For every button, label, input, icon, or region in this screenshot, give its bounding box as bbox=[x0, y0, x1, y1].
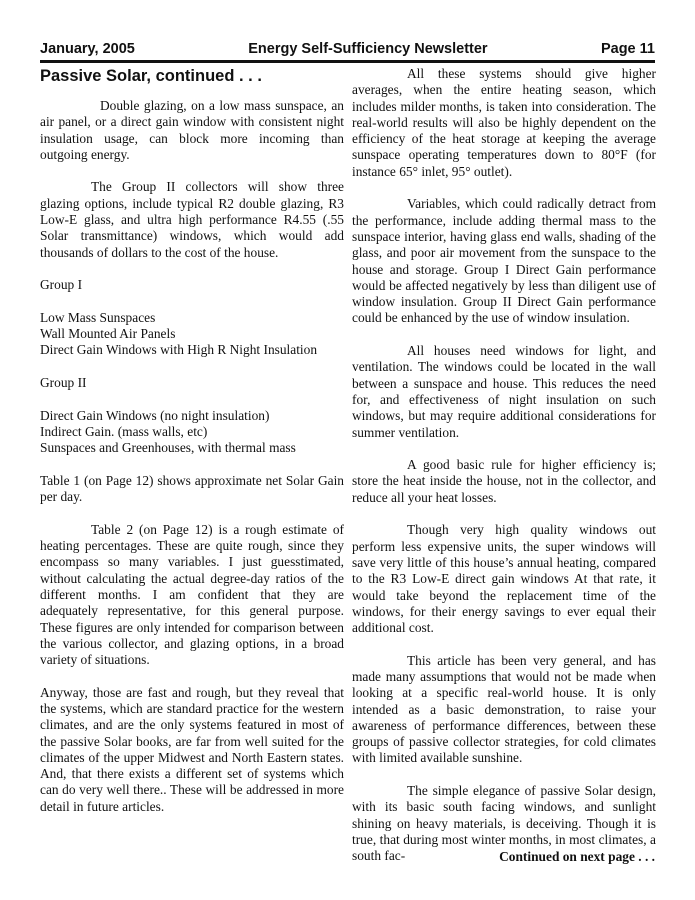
paragraph: All houses need windows for light, and ventilation. The windows could be located in the wall between a sunspace and house. This reduces the need for, and effectiveness of night insulation on such windows, but may require additional considerations for summer ventilation. bbox=[352, 343, 656, 440]
group2-list bbox=[40, 408, 344, 457]
paragraph: All these systems should give higher averages, when the entire heating season, which includes milder months, is taken into consideration. The real-world results will also be highly dependent on the efficiency of the heat storage at keeping the average sunspace operating temperatures down to 80°F (for instance 65° inlet, 95° outlet). bbox=[352, 66, 656, 179]
group1-list bbox=[40, 310, 344, 359]
list-item: Direct Gain Windows with High R Night Insulation bbox=[40, 342, 318, 358]
paragraph: A good basic rule for higher efficiency is; store the heat inside the house, not in the collector, and reduce all your heat losses. bbox=[352, 457, 656, 505]
group2-heading: Group II bbox=[40, 375, 87, 391]
right-column bbox=[352, 66, 656, 865]
paragraph: This article has been very general, and has made many assumptions that would not be made when looking at a specific real-world house. It is only intended as a basic demonstration, to raise your awareness of performance differences, between these groups of passive collector strategies, for cold climates with limited available sunshine. bbox=[352, 652, 656, 766]
paragraph: Anyway, those are fast and rough, but they reveal that the systems, which are standard practice for the western climates, and are the only systems featured in most of the passive Solar books, are far from well suited for the climates of the upper Midwest and North Eastern states. And, that there exists a different set of systems which can do very well there.. These will be addressed in more detail in future articles. bbox=[40, 684, 344, 814]
left-column bbox=[40, 66, 344, 831]
paragraph: Table 1 (on Page 12) shows approximate net Solar Gain per day. bbox=[40, 472, 344, 505]
paragraph: Double glazing, on a low mass sunspace, an air panel, or a direct gain window with consistent night insulation usage, can block more incoming than outgoing energy. bbox=[40, 98, 344, 162]
continued-notice: Continued on next page . . . bbox=[499, 849, 655, 864]
paragraph: Though very high quality windows out perform less expensive units, the super windows will save very little of this house’s annual heating, compared to the R3 Low-E direct gain windows At that rate, it would take beyond the replacement time of the windows, for their energy savings to ever equal their additional cost. bbox=[352, 522, 656, 636]
issue-date: January, 2005 bbox=[40, 41, 135, 57]
paragraph: The simple elegance of passive Solar design, with its basic south facing windows, and sunlight shining on heavy materials, is deceiving. Though it is true, that during most winter months, in most climates, a south fac- bbox=[352, 783, 656, 864]
paragraph: The Group II collectors will show three glazing options, include typical R2 double glazing, R3 Low-E glass, and ultra high performance R4.55 (.55 Solar transmittance) windows, which would add thousands of dollars to the cost of the house. bbox=[40, 179, 344, 260]
list-item: Indirect Gain. (mass walls, etc) bbox=[40, 423, 208, 439]
paragraph: Table 2 (on Page 12) is a rough estimate of heating percentages. These are quite rough, since they encompass so many variables. I just guesstimated, without calculating the actual degree-day ratios of the different months. I am confident that they are adequately representative, for this general purpose. These figures are only intended for comparison between the various collector, and glazing options, in a broad variety of situations. bbox=[40, 521, 344, 668]
list-item: Direct Gain Windows (no night insulation) bbox=[40, 407, 270, 423]
article-title: Passive Solar, continued . . . bbox=[40, 67, 262, 85]
publication-title: Energy Self-Sufficiency Newsletter bbox=[248, 41, 488, 57]
list-item: Wall Mounted Air Panels bbox=[40, 326, 176, 342]
page-header bbox=[40, 40, 655, 58]
list-item: Low Mass Sunspaces bbox=[40, 309, 156, 325]
list-item: Sunspaces and Greenhouses, with thermal mass bbox=[40, 440, 296, 456]
paragraph: Variables, which could radically detract from the performance, include adding thermal mass to the sunspace interior, having glass end walls, shading of the glass, and poor air movement from the sunspace to the house and storage. Group I Direct Gain performance would be affected negatively by less than diligent use of window insulation. Group II Direct Gain performance could be enhanced by the use of window insulation. bbox=[352, 196, 656, 326]
header-rule bbox=[40, 60, 655, 63]
page-number: Page 11 bbox=[600, 41, 655, 57]
group1-heading: Group I bbox=[40, 277, 83, 293]
